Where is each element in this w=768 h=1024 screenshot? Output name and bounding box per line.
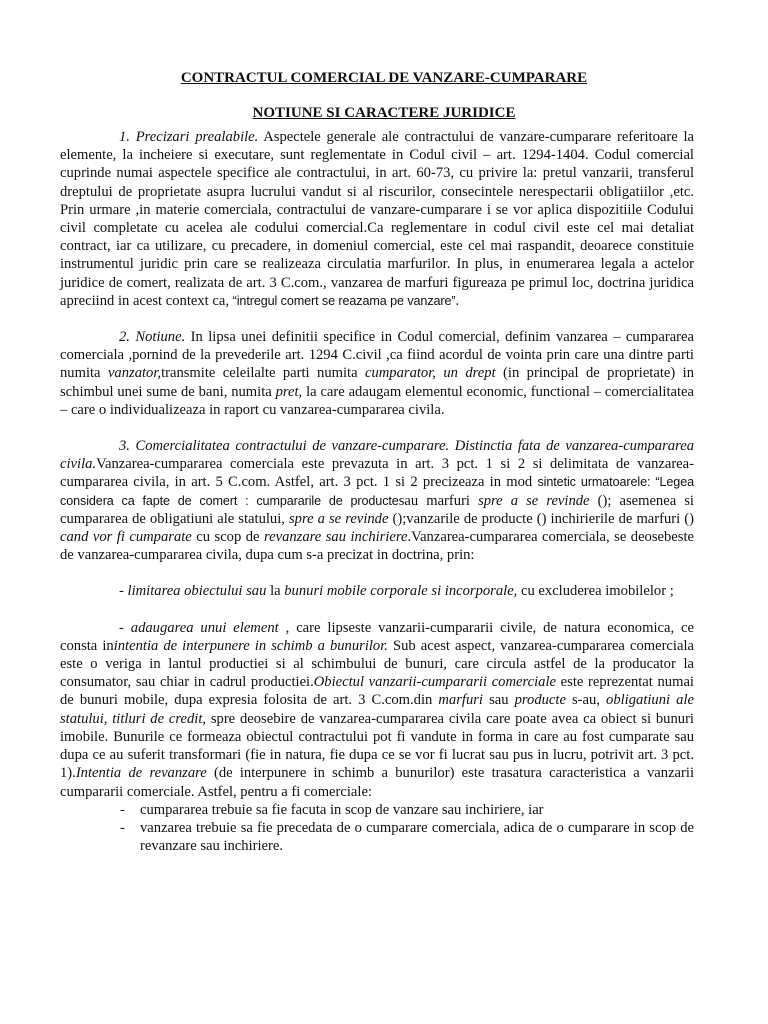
paragraph-precizari: 1. Precizari prealabile. Aspectele generale ale contractului de vanzare-cumparare referitoare la elemente, la incheiere si executare, sunt reglementate in Codul civil – art. 1294-1404. Codul comercial cuprinde numai aspectele specifice ale contractului, in art. 60-73, cu privire la: pretul vanzarii, transferul dreptului de proprietate asupra lucrului vandut si al riscurilor, consecintele nerespectarii obligatiilor ,etc. Prin urmare ,in materie comerciala, contractului de vanzare-cumparare i se vor aplica dispozitiile Codului civil completate cu acelea ale codului comercial.Ca reglementare in codul civil este cel mai detaliat contract, iar ca utilizare, cu precadere, in domeniul comercial, este cel mai raspandit, deoarece constituie instrumentul juridic prin care se realizeaza circulatia marfurilor. In plus, in enumerarea legala a actelor juridice de comert, realizata de art. 3 C.com., vanzarea de marfuri figureaza pe primul loc, doctrina juridica apreciind in acest context ca, “intregul comert se reazama pe vanzare”.: [60, 129, 695, 309]
paragraph-comercialitatea: 3. Comercialitatea contractului de vanzare-cumparare. Distinctia fata de vanzarea-cumpararea civila.Vanzarea-cumpararea comerciala este prevazuta in art. 3 pct. 1 si 2 si delimitata de vanzarea-cumpararea civila, in art. 5 C.com. Astfel, art. 3 pct. 1 si 2 precizeaza in mod sintetic urmatoarele: “Legea considera ca fapte de comert : cumpararile de productesau marfuri spre a se revinde (); asemenea si cumpararea de obligatiuni ale statului, spre a se revinde ();vanzarile de producte () inchirierile de marfuri () cand vor fi cumparate cu scop de revanzare sau inchiriere.Vanzarea-cumpararea comerciala, se deosebeste de vanzarea-cumpararea civila, dupa cum s-a precizat in doctrina, prin:: [60, 438, 694, 564]
bullet-dash: -: [120, 819, 125, 836]
paragraph-adaugarea: - adaugarea unui element , care lipseste vanzarii-cumpararii civile, de natura economica, ce consta inintentia de interpunere in schimb a bunurilor. Sub acest aspect, vanzarea-cumpararea comerciala este o veriga in lantul productiei si al schimbului de bunuri, care circula astfel de la producator la consumator, sau chiar in cadrul productiei.Obiectul vanzarii-cumpararii comerciale este reprezentat numai de bunuri mobile, dupa expresia folosita de art. 3 C.com.din marfuri sau producte s-au, obligatiuni ale statului, titluri de credit, spre deosebire de vanzarea-cumpararea civila care poate avea ca obiect si bunuri imobile. Bunurile ce formeaza obiectul contractului pot fi vandute in forma in care au fost cumparate sau dupa ce au suferit transformari (fie in natura, fie dupa ce se vor fi lucrat sau pus in lucru, potrivit art. 3 pct. 1).Intentia de revanzare (de interpunere in schimb a bunurilor) este trasatura caracteristica a vanzarii cumpararii comerciale. Astfel, pentru a fi comerciale:: [60, 619, 694, 800]
document-title: CONTRACTUL COMERCIAL DE VANZARE-CUMPARARE: [180, 70, 588, 86]
paragraph-notiune: 2. Notiune. In lipsa unei definitii specifice in Codul comercial, definim vanzarea – cumpararea comerciala ,pornind de la prevederile art. 1294 C.civil ,ca fiind acordul de vointa prin care una dintre parti numita vanzator,transmite celeilalte parti numita cumparator, un drept (in principal de proprietate) in schimbul unei sume de bani, numita pret, la care adaugam elementul economic, functional – comercialitatea – care o individualizeaza in raport cu vanzarea-cumpararea civila.: [60, 329, 694, 418]
section-label: 2. Notiune.: [119, 329, 186, 346]
document-body: [60, 128, 694, 855]
quote-text: “intregul comert se reazama pe vanzare”: [232, 293, 456, 308]
bullet-dash: -: [120, 801, 125, 818]
paragraph-limitarea: - limitarea obiectului sau la bunuri mobile corporale si incorporale, cu excluderea imobilelor ;: [119, 583, 674, 600]
quote-text: sintetic urmatoarele: “Legea considera ca fapte de comert : cumpararile de producte: [60, 475, 694, 508]
list-item: - vanzarea trebuie sa fie precedata de o cumparare comerciala, adica de o cumparare in scop de revanzare sau inchiriere.: [120, 819, 694, 855]
list-item: - cumpararea trebuie sa fie facuta in scop de vanzare sau inchiriere, iar: [120, 801, 544, 818]
section-label: 1. Precizari prealabile.: [119, 129, 259, 145]
document-subtitle: NOTIUNE SI CARACTERE JURIDICE: [252, 105, 516, 121]
section-label: 3. Comercialitatea contractului de vanzare-cumparare. Distinctia fata de vanzarea-cumpararea civila.: [60, 438, 694, 473]
